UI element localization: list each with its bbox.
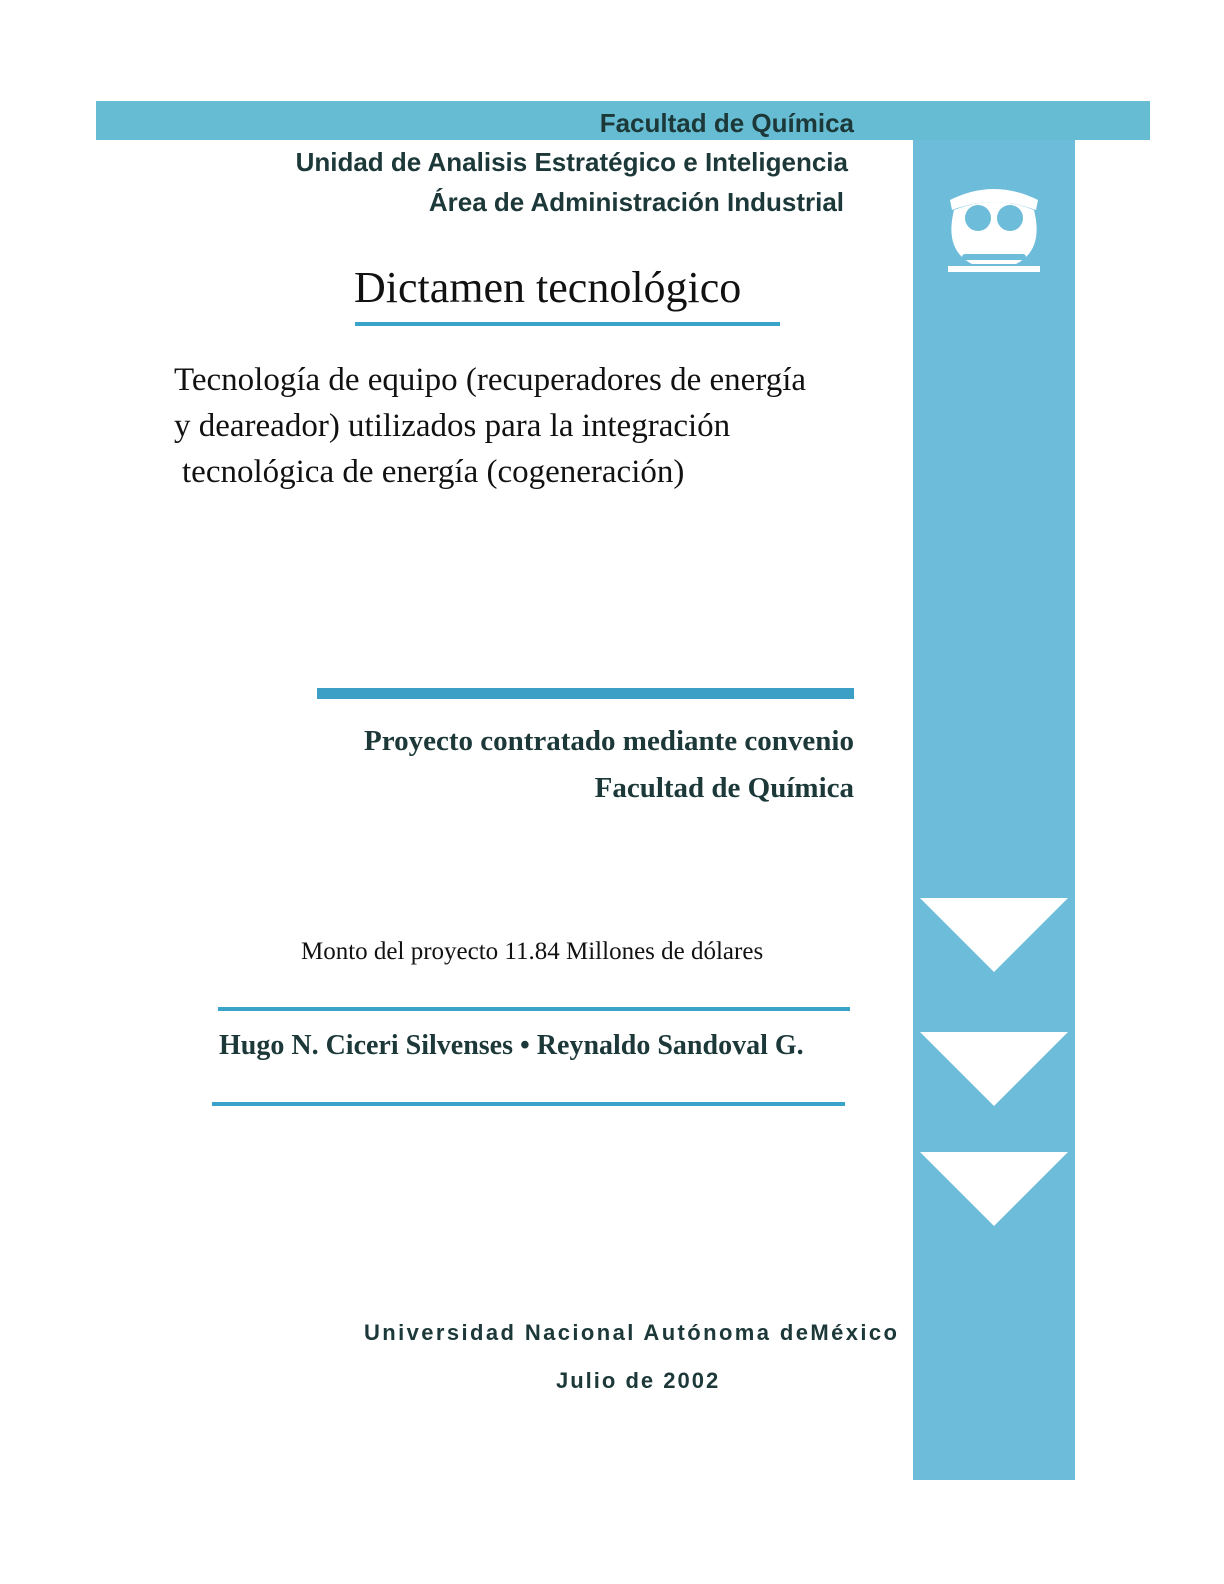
contract-faculty: Facultad de Química [594, 772, 854, 804]
project-amount: Monto del proyecto 11.84 Millones de dólares [301, 938, 764, 965]
unit-heading: Unidad de Analisis Estratégico e Inteligencia [295, 147, 848, 177]
subtitle-line: y deareador) utilizados para la integración [174, 408, 731, 444]
authors: Hugo N. Ciceri Silvenses • Reynaldo Sandoval G. [219, 1030, 804, 1061]
document-subtitle [174, 357, 806, 495]
side-accent-column [913, 140, 1075, 1480]
triangle-down-icon [920, 898, 1068, 972]
triangle-down-icon [920, 1152, 1068, 1226]
section-divider [317, 688, 854, 699]
area-heading: Área de Administración Industrial [428, 187, 844, 217]
owl-logo-icon [944, 180, 1044, 276]
document-title: Dictamen tecnológico [354, 263, 742, 312]
authors-top-rule [218, 1007, 850, 1011]
university-name: Universidad Nacional Autónoma deMéxico [364, 1320, 900, 1345]
subtitle-line: Tecnología de equipo (recuperadores de energía [174, 362, 807, 398]
contract-line: Proyecto contratado mediante convenio [364, 725, 854, 757]
faculty-heading: Facultad de Química [599, 108, 854, 138]
triangle-down-icon [920, 1032, 1068, 1106]
publication-date: Julio de 2002 [556, 1368, 721, 1393]
title-underline [355, 322, 780, 326]
authors-bottom-rule [212, 1102, 845, 1106]
subtitle-line: tecnológica de energía (cogeneración) [182, 454, 685, 490]
